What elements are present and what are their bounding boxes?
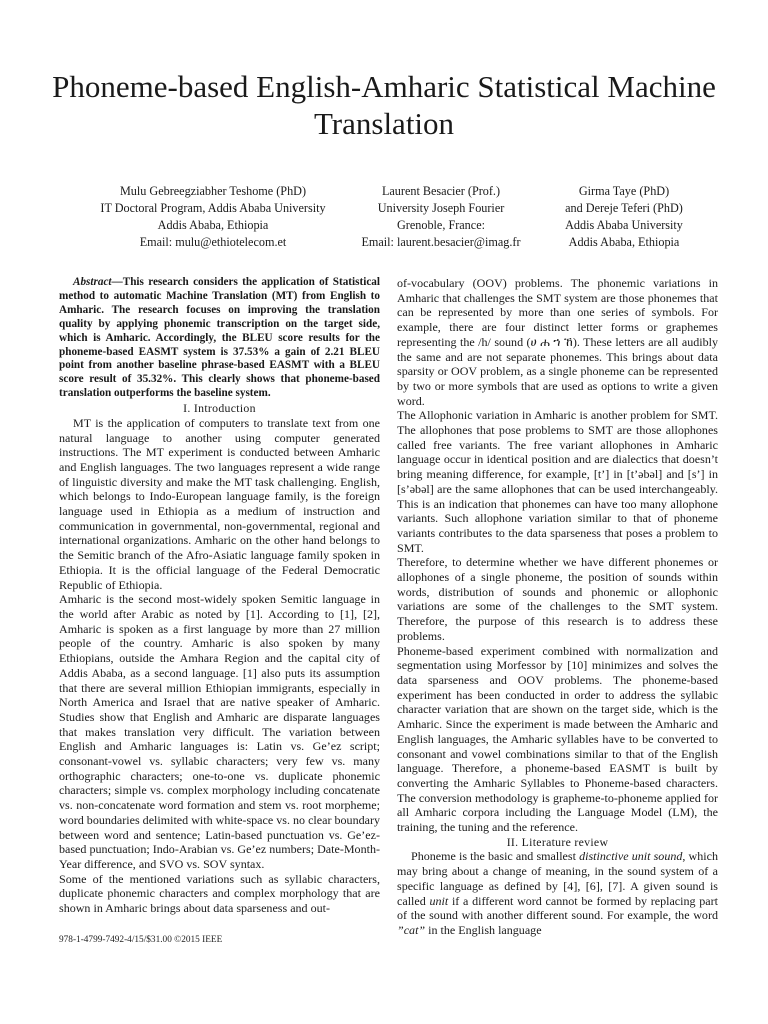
author-location: Addis Ababa, Ethiopia bbox=[568, 235, 680, 249]
author-email: Email: laurent.besacier@imag.fr bbox=[361, 235, 521, 249]
author-affiliation: University Joseph Fourier bbox=[377, 201, 505, 215]
term-unit: unit bbox=[429, 893, 449, 908]
abstract-label: Abstract bbox=[73, 276, 112, 288]
author-location: Grenoble, France: bbox=[397, 218, 485, 232]
paragraph bbox=[397, 849, 718, 937]
abstract bbox=[59, 276, 380, 401]
section-heading-literature-review: II. Literature review bbox=[506, 834, 609, 849]
abstract-text: —This research considers the application of Statistical method to automatic Machine Translation (MT) from English to Amharic. The research focuses on improving the translation quality by applying phonemic transcription on the target side, which is Amharic. Accordingly, the BLEU score results for the phoneme-based EASMT system is 37.53% a gain of 2.21 BLEU point from another baseline phrase-based EASMT with a BLEU score result of 35.32%. This clearly shows that phoneme-based translation outperforms the baseline system. bbox=[59, 276, 380, 400]
author-name: Mulu Gebreegziabher Teshome (PhD) bbox=[119, 184, 307, 198]
left-column bbox=[59, 276, 380, 916]
author-block-3 bbox=[536, 183, 712, 251]
author-affiliation: IT Doctoral Program, Addis Ababa University bbox=[100, 201, 326, 215]
author-name: Girma Taye (PhD) bbox=[578, 184, 670, 198]
paragraph: MT is the application of computers to translate text from one natural language to another using computer generated instructions. The MT experiment is conducted between Amharic and English languages. The two languages represent a wide range of linguistic diversity and make the MT task challenging. English, which belongs to Indo-European language family, is the foreign language used in Ethiopia as a medium of instruction and communication in governmental, non-governmental, regional and international organizations. Amharic on the other hand belongs to the Semitic branch of the Afro-Asiatic language family spoken in Ethiopia. It is the official language of the Federal Democratic Republic of Ethiopia. bbox=[59, 415, 380, 592]
section-heading-introduction: I. Introduction bbox=[183, 401, 256, 416]
author-affiliation: Addis Ababa University bbox=[565, 218, 683, 232]
paragraph: Therefore, to determine whether we have different phonemes or allophones of a single phoneme, the position of sounds within words, distribution of sounds and phonemic or allophonic variations are some of the challenges to the SMT system. Therefore, the purpose of this research is to address these problems. bbox=[397, 555, 718, 643]
paragraph: The Allophonic variation in Amharic is another problem for SMT. The allophones that pose problems to SMT are those allophones called free variants. The free variant allophones in Amharic language occur in identical position and are dialectics that doesn’t bring meaning difference, for example, [t’] in [t’əbəl] and [s’] in [s’əbəl] are the same allophones that can be used interchangeably. This is an indication that phonemes can have too many allophone variants. Such allophone variation similar to that of phoneme variants contributes to the data sparseness that poses a problem to SMT. bbox=[397, 408, 718, 555]
paragraph: Some of the mentioned variations such as syllabic characters, duplicate phonemic characters and complex morphology that are shown in Amharic brings about data sparseness and out- bbox=[59, 871, 380, 916]
text-run: in the English language bbox=[425, 922, 542, 937]
term-cat: ”cat” bbox=[397, 922, 426, 937]
paper-title: Phoneme-based English-Amharic Statistical Machine Translation bbox=[52, 69, 716, 141]
author-name: Laurent Besacier (Prof.) bbox=[381, 184, 501, 198]
text-run: Phoneme is the basic and smallest bbox=[411, 849, 580, 864]
copyright-footer: 978-1-4799-7492-4/15/$31.00 ©2015 IEEE bbox=[59, 935, 223, 945]
term-distinctive-unit-sound: distinctive unit sound bbox=[579, 849, 683, 864]
right-column bbox=[397, 276, 718, 938]
text-run: if a different word cannot be formed by replacing part of the sound with another different sound. For example, the word bbox=[397, 893, 718, 923]
paragraph: of-vocabulary (OOV) problems. The phonemic variations in Amharic that challenges the SMT system are those phonemes that can be represented by more than one series of symbols. For example, there are four distinct letter forms or graphemes representing the /h/ sound (ሀ ሐ ኀ ኸ). These letters are all audibly the same and are not separate phonemes. This brings about data sparsity or OOV problem, as a single phoneme can be represented by two or more symbols that are used as options to write a given word. bbox=[397, 276, 718, 408]
text-run: , which may bring about a change of meaning, in the sound system of a specific language as defined by [4], [6], [7]. A given sound is called bbox=[397, 849, 719, 908]
author-email: Email: mulu@ethiotelecom.et bbox=[139, 235, 287, 249]
paragraph: Phoneme-based experiment combined with normalization and segmentation using Morfessor by [10] minimizes and solves the data sparseness and OOV problems. The phoneme-based experiment has been conducted in order to address the syllabic character variation that are shown on the target side, which is the Amharic. Since the experiment is made between the Amharic and English languages, the Amharic syllables have to be converted to consonant and vowel combinations similar to that of the English language. Therefore, a phoneme-based EASMT is built by converting the Amharic Syllables to Phoneme-based characters. The conversion methodology is grapheme-to-phoneme applied for all Amharic corpora including the Language Model (LM), the training, the tuning and the reference. bbox=[397, 643, 718, 835]
author-location: Addis Ababa, Ethiopia bbox=[157, 218, 269, 232]
paragraph: Amharic is the second most-widely spoken Semitic language in the world after Arabic as noted by [1]. According to [1], [2], Amharic is spoken as a first language by more than 27 million people of the country. Amharic is also spoken by many Ethiopians, outside the Amhara Region and the capital city of Addis Ababa, as a second language. [1] also puts its assumption that there are several million Ethiopian immigrants, especially in North America and Israel that are native speaker of Amharic. Studies show that English and Amharic are disparate languages that makes translation very difficult. The variation between English and Amharic languages is: Latin vs. Ge’ez script; consonant-vowel vs. syllabic characters; very few vs. many orthographic characters; one-to-one vs. duplicate phonemic characters; simple vs. complex morphology including concatenate vs. non-concatenate word formation and stem vs. root morpheme; word boundaries delimited with white-space vs. no clear boundary between word and sentence; Latin-based punctuation vs. Ge’ez-based punctuation; Indo-Arabian vs. Ge’ez numbers; Date-Month-Year difference, and SVO vs. SOV syntax. bbox=[59, 592, 380, 871]
author-coauthor: and Dereje Teferi (PhD) bbox=[565, 201, 683, 215]
author-block-1 bbox=[78, 183, 348, 251]
author-block-2 bbox=[352, 183, 530, 251]
